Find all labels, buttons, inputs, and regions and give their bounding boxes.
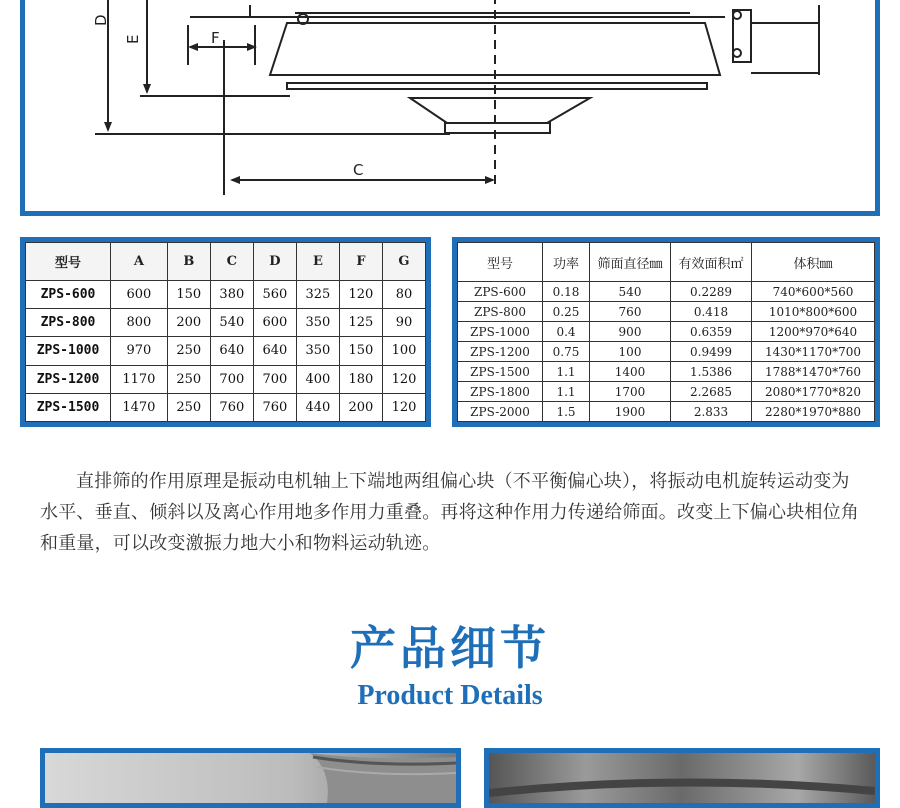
table-cell: 0.6359	[671, 322, 752, 342]
table-cell: 1200*970*640	[752, 322, 875, 342]
table-row	[458, 342, 875, 362]
cell-model: ZPS-1800	[458, 382, 543, 402]
table-cell: 0.18	[543, 282, 590, 302]
table-row	[458, 402, 875, 422]
table-cell: 1700	[590, 382, 671, 402]
table-cell: 760	[590, 302, 671, 322]
table-cell: 1.5	[543, 402, 590, 422]
table-cell: 100	[590, 342, 671, 362]
product-photo-right	[484, 748, 880, 808]
label-c: C	[353, 161, 364, 179]
header-d: D	[253, 243, 296, 281]
table-cell: 700	[253, 365, 296, 393]
table-row	[458, 302, 875, 322]
cell-model: ZPS-1000	[458, 322, 543, 342]
header-g: G	[382, 243, 425, 281]
table-cell: 1.1	[543, 362, 590, 382]
discharge-hopper	[410, 98, 590, 123]
table-cell: 900	[590, 322, 671, 342]
product-photo-left	[40, 748, 461, 808]
label-e: E	[124, 34, 142, 44]
table-cell: 380	[210, 281, 253, 309]
table-cell: 1400	[590, 362, 671, 382]
table-cell: 700	[210, 365, 253, 393]
table-cell: 90	[382, 309, 425, 337]
table-cell: 80	[382, 281, 425, 309]
cell-model: ZPS-1500	[26, 393, 111, 421]
sieve-base-ring	[287, 83, 707, 89]
table-cell: 0.4	[543, 322, 590, 342]
table-cell: 1430*1170*700	[752, 342, 875, 362]
table-cell: 1.5386	[671, 362, 752, 382]
cell-model: ZPS-1200	[458, 342, 543, 362]
description-paragraph: 直排筛的作用原理是振动电机轴上下端地两组偏心块（不平衡偏心块），将振动电机旋转运动变为水平、垂直、倾斜以及离心作用地多作用力重叠。再将这种作用力传递给筛面。改变上下偏心块相位角和重量，可以改变激振力地大小和物料运动轨迹。	[40, 471, 859, 554]
table-row	[458, 362, 875, 382]
label-f: F	[211, 29, 220, 47]
section-title-en: Product Details	[357, 680, 543, 711]
table-row	[458, 282, 875, 302]
cell-model: ZPS-600	[26, 281, 111, 309]
header-power: 功率	[543, 243, 590, 282]
specs-table-frame	[452, 237, 880, 427]
table-row	[458, 382, 875, 402]
table-cell: 400	[296, 365, 339, 393]
table-cell: 640	[253, 337, 296, 365]
table-cell: 2280*1970*880	[752, 402, 875, 422]
table-cell: 0.75	[543, 342, 590, 362]
technical-drawing-panel	[20, 0, 880, 216]
table-cell: 640	[210, 337, 253, 365]
cell-model: ZPS-1500	[458, 362, 543, 382]
table-cell: 180	[339, 365, 382, 393]
table-cell: 150	[167, 281, 210, 309]
table-cell: 200	[167, 309, 210, 337]
header-a: A	[111, 243, 168, 281]
table-row	[458, 322, 875, 342]
table-cell: 0.9499	[671, 342, 752, 362]
table-cell: 250	[167, 337, 210, 365]
header-model: 型号	[26, 243, 111, 281]
table-cell: 150	[339, 337, 382, 365]
table-cell: 740*600*560	[752, 282, 875, 302]
table-cell: 760	[253, 393, 296, 421]
table-cell: 760	[210, 393, 253, 421]
header-volume: 体积㎜	[752, 243, 875, 282]
table-cell: 600	[111, 281, 168, 309]
specs-table	[457, 242, 875, 422]
table-cell: 0.25	[543, 302, 590, 322]
table-cell: 250	[167, 365, 210, 393]
table-cell: 1.1	[543, 382, 590, 402]
table-cell: 100	[382, 337, 425, 365]
table-cell: 800	[111, 309, 168, 337]
table-cell: 200	[339, 393, 382, 421]
table-cell: 600	[253, 309, 296, 337]
table-cell: 120	[382, 393, 425, 421]
header-effective-area: 有效面积㎡	[671, 243, 752, 282]
table-cell: 440	[296, 393, 339, 421]
table-cell: 540	[210, 309, 253, 337]
section-title-cn: 产品细节	[350, 621, 550, 675]
header-c: C	[210, 243, 253, 281]
header-model: 型号	[458, 243, 543, 282]
cell-model: ZPS-1200	[26, 365, 111, 393]
table-header-row	[458, 243, 875, 282]
table-cell: 120	[339, 281, 382, 309]
header-screen-diameter: 筛面直径㎜	[590, 243, 671, 282]
table-cell: 250	[167, 393, 210, 421]
table-cell: 350	[296, 337, 339, 365]
table-cell: 1170	[111, 365, 168, 393]
table-row	[26, 281, 426, 309]
table-row	[26, 393, 426, 421]
cell-model: ZPS-800	[458, 302, 543, 322]
table-cell: 325	[296, 281, 339, 309]
cell-model: ZPS-800	[26, 309, 111, 337]
table-cell: 560	[253, 281, 296, 309]
cell-model: ZPS-1000	[26, 337, 111, 365]
table-cell: 1470	[111, 393, 168, 421]
table-cell: 0.2289	[671, 282, 752, 302]
table-cell: 125	[339, 309, 382, 337]
header-b: B	[167, 243, 210, 281]
cell-model: ZPS-600	[458, 282, 543, 302]
table-cell: 540	[590, 282, 671, 302]
table-cell: 350	[296, 309, 339, 337]
table-row	[26, 365, 426, 393]
label-d: D	[92, 14, 110, 26]
table-cell: 120	[382, 365, 425, 393]
table-row	[26, 309, 426, 337]
dimensions-table-frame	[20, 237, 431, 427]
table-cell: 1788*1470*760	[752, 362, 875, 382]
table-row	[26, 337, 426, 365]
cell-model: ZPS-2000	[458, 402, 543, 422]
table-cell: 0.418	[671, 302, 752, 322]
table-cell: 2080*1770*820	[752, 382, 875, 402]
table-header-row	[26, 243, 426, 281]
table-cell: 1900	[590, 402, 671, 422]
header-f: F	[339, 243, 382, 281]
table-cell: 2.833	[671, 402, 752, 422]
table-cell: 970	[111, 337, 168, 365]
table-cell: 2.2685	[671, 382, 752, 402]
dimensions-table	[25, 242, 426, 422]
table-cell: 1010*800*600	[752, 302, 875, 322]
header-e: E	[296, 243, 339, 281]
technical-drawing	[25, 0, 875, 211]
